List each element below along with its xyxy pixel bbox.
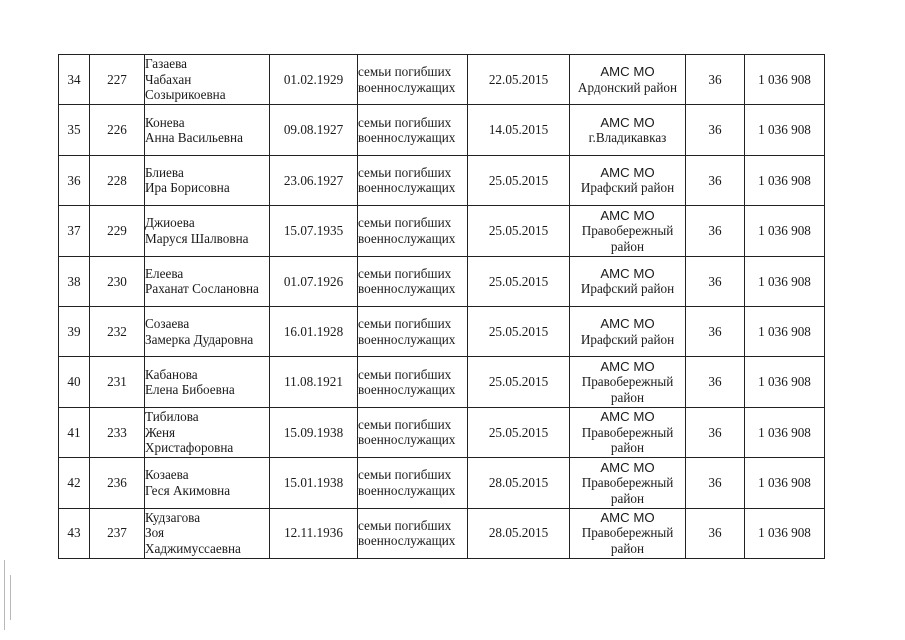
registry-table-body	[59, 55, 825, 559]
full-name-cell	[145, 256, 270, 306]
administration-cell	[570, 357, 686, 407]
row-number-cell: 40	[59, 357, 90, 407]
area-value-cell: 36	[686, 155, 745, 205]
administration-line: Ирафский район	[580, 331, 675, 347]
amount-cell: 1 036 908	[745, 508, 825, 558]
row-number-cell: 38	[59, 256, 90, 306]
administration-cell	[570, 256, 686, 306]
table-row	[59, 105, 825, 155]
category-cell	[358, 105, 468, 155]
full-name-line: Хаджимуссаевна	[145, 540, 241, 556]
administration-line: Правобережный	[581, 525, 674, 541]
table-row	[59, 206, 825, 256]
administration-cell	[570, 458, 686, 508]
registration-number-cell: 232	[90, 306, 145, 356]
row-number-cell: 37	[59, 206, 90, 256]
table-row	[59, 55, 825, 105]
area-value-cell: 36	[686, 458, 745, 508]
administration-line: АМС МО	[600, 509, 655, 525]
full-name-line: Женя	[145, 424, 176, 440]
full-name-cell	[145, 155, 270, 205]
birth-date-cell: 15.09.1938	[270, 407, 358, 457]
full-name-line: Созырикоевна	[145, 87, 226, 103]
full-name-line: Созаева	[145, 316, 190, 332]
full-name-line: Маруся Шалвовна	[145, 230, 249, 246]
administration-cell	[570, 407, 686, 457]
row-number-cell: 39	[59, 306, 90, 356]
full-name-cell	[145, 407, 270, 457]
table-row	[59, 357, 825, 407]
administration-line: Правобережный	[581, 475, 674, 491]
administration-line: АМС МО	[600, 316, 655, 332]
category-cell	[358, 357, 468, 407]
administration-line: АМС МО	[600, 64, 655, 80]
application-date-cell: 25.05.2015	[468, 206, 570, 256]
administration-line: Ирафский район	[580, 281, 675, 297]
administration-cell	[570, 306, 686, 356]
birth-date-cell: 01.07.1926	[270, 256, 358, 306]
category-cell	[358, 458, 468, 508]
table-row	[59, 458, 825, 508]
full-name-cell	[145, 458, 270, 508]
birth-date-cell: 09.08.1927	[270, 105, 358, 155]
category-line: военнослужащих	[358, 281, 456, 297]
category-line: военнослужащих	[358, 130, 456, 146]
row-number-cell: 42	[59, 458, 90, 508]
category-line: военнослужащих	[358, 482, 456, 498]
administration-line: АМС МО	[600, 164, 655, 180]
full-name-line: Геся Акимовна	[145, 482, 231, 498]
administration-line: Правобережный	[581, 223, 674, 239]
full-name-line: Зоя	[145, 525, 165, 541]
administration-line: Правобережный	[581, 374, 674, 390]
application-date-cell: 25.05.2015	[468, 407, 570, 457]
amount-cell: 1 036 908	[745, 206, 825, 256]
category-line: военнослужащих	[358, 79, 456, 95]
area-value-cell: 36	[686, 105, 745, 155]
category-line: военнослужащих	[358, 432, 456, 448]
administration-line: район	[610, 238, 645, 254]
amount-cell: 1 036 908	[745, 256, 825, 306]
area-value-cell: 36	[686, 357, 745, 407]
category-line: семьи погибших	[358, 467, 452, 483]
full-name-cell	[145, 206, 270, 256]
birth-date-cell: 15.07.1935	[270, 206, 358, 256]
administration-line: район	[610, 389, 645, 405]
table-row	[59, 306, 825, 356]
full-name-cell	[145, 357, 270, 407]
amount-cell: 1 036 908	[745, 357, 825, 407]
row-number-cell: 35	[59, 105, 90, 155]
category-line: военнослужащих	[358, 180, 456, 196]
area-value-cell: 36	[686, 55, 745, 105]
amount-cell: 1 036 908	[745, 407, 825, 457]
category-line: семьи погибших	[358, 517, 452, 533]
full-name-cell	[145, 55, 270, 105]
category-line: военнослужащих	[358, 382, 456, 398]
administration-cell	[570, 155, 686, 205]
category-cell	[358, 508, 468, 558]
area-value-cell: 36	[686, 206, 745, 256]
full-name-line: Елеева	[145, 265, 184, 281]
category-cell	[358, 155, 468, 205]
area-value-cell: 36	[686, 407, 745, 457]
area-value-cell: 36	[686, 508, 745, 558]
full-name-line: Кудзагова	[145, 509, 201, 525]
full-name-line: Замерка Дударовна	[145, 331, 254, 347]
administration-line: район	[610, 540, 645, 556]
administration-line: район	[610, 440, 645, 456]
category-cell	[358, 206, 468, 256]
administration-line: Ирафский район	[580, 180, 675, 196]
registration-number-cell: 231	[90, 357, 145, 407]
table-row	[59, 155, 825, 205]
category-cell	[358, 407, 468, 457]
full-name-line: Елена Бибоевна	[145, 382, 235, 398]
category-cell	[358, 55, 468, 105]
administration-line: АМС МО	[600, 358, 655, 374]
table-row	[59, 407, 825, 457]
category-cell	[358, 306, 468, 356]
area-value-cell: 36	[686, 306, 745, 356]
category-line: военнослужащих	[358, 230, 456, 246]
category-line: семьи погибших	[358, 265, 452, 281]
category-line: семьи погибших	[358, 215, 452, 231]
administration-line: район	[610, 490, 645, 506]
administration-cell	[570, 55, 686, 105]
table-row	[59, 256, 825, 306]
administration-line: г.Владикавказ	[588, 130, 667, 146]
full-name-cell	[145, 105, 270, 155]
scan-margin-mark	[10, 575, 11, 620]
administration-cell	[570, 105, 686, 155]
row-number-cell: 36	[59, 155, 90, 205]
administration-cell	[570, 508, 686, 558]
table-row	[59, 508, 825, 558]
administration-line: Правобережный	[581, 424, 674, 440]
full-name-line: Газаева	[145, 56, 187, 72]
administration-line: АМС МО	[600, 207, 655, 223]
category-line: семьи погибших	[358, 366, 452, 382]
category-line: военнослужащих	[358, 533, 456, 549]
category-line: семьи погибших	[358, 64, 452, 80]
full-name-line: Ира Борисовна	[145, 180, 230, 196]
administration-line: АМС МО	[600, 114, 655, 130]
row-number-cell: 34	[59, 55, 90, 105]
category-cell	[358, 256, 468, 306]
full-name-line: Конева	[145, 114, 185, 130]
row-number-cell: 43	[59, 508, 90, 558]
full-name-line: Анна Васильевна	[145, 130, 243, 146]
administration-line: АМС МО	[600, 459, 655, 475]
birth-date-cell: 15.01.1938	[270, 458, 358, 508]
area-value-cell: 36	[686, 256, 745, 306]
full-name-line: Христафоровна	[145, 440, 234, 456]
application-date-cell: 28.05.2015	[468, 458, 570, 508]
registration-number-cell: 227	[90, 55, 145, 105]
application-date-cell: 22.05.2015	[468, 55, 570, 105]
registration-number-cell: 233	[90, 407, 145, 457]
category-line: семьи погибших	[358, 416, 452, 432]
registration-number-cell: 228	[90, 155, 145, 205]
full-name-cell	[145, 508, 270, 558]
full-name-line: Кабанова	[145, 366, 198, 382]
row-number-cell: 41	[59, 407, 90, 457]
application-date-cell: 25.05.2015	[468, 256, 570, 306]
amount-cell: 1 036 908	[745, 105, 825, 155]
amount-cell: 1 036 908	[745, 458, 825, 508]
amount-cell: 1 036 908	[745, 306, 825, 356]
registration-number-cell: 237	[90, 508, 145, 558]
full-name-line: Блиева	[145, 164, 184, 180]
full-name-line: Тибилова	[145, 409, 199, 425]
amount-cell: 1 036 908	[745, 55, 825, 105]
administration-cell	[570, 206, 686, 256]
birth-date-cell: 16.01.1928	[270, 306, 358, 356]
registry-table	[58, 54, 825, 559]
full-name-line: Раханат Сослановна	[145, 281, 259, 297]
full-name-line: Джиоева	[145, 215, 195, 231]
administration-line: АМС МО	[600, 409, 655, 425]
full-name-cell	[145, 306, 270, 356]
application-date-cell: 25.05.2015	[468, 306, 570, 356]
application-date-cell: 25.05.2015	[468, 155, 570, 205]
application-date-cell: 25.05.2015	[468, 357, 570, 407]
registration-number-cell: 229	[90, 206, 145, 256]
category-line: семьи погибших	[358, 164, 452, 180]
category-line: семьи погибших	[358, 114, 452, 130]
scan-margin-mark	[4, 560, 5, 630]
registration-number-cell: 236	[90, 458, 145, 508]
birth-date-cell: 11.08.1921	[270, 357, 358, 407]
category-line: семьи погибших	[358, 316, 452, 332]
category-line: военнослужащих	[358, 331, 456, 347]
amount-cell: 1 036 908	[745, 155, 825, 205]
administration-line: Ардонский район	[577, 79, 678, 95]
application-date-cell: 28.05.2015	[468, 508, 570, 558]
birth-date-cell: 23.06.1927	[270, 155, 358, 205]
application-date-cell: 14.05.2015	[468, 105, 570, 155]
administration-line: АМС МО	[600, 265, 655, 281]
registration-number-cell: 226	[90, 105, 145, 155]
full-name-line: Козаева	[145, 467, 189, 483]
full-name-line: Чабахан	[145, 71, 192, 87]
registration-number-cell: 230	[90, 256, 145, 306]
birth-date-cell: 12.11.1936	[270, 508, 358, 558]
birth-date-cell: 01.02.1929	[270, 55, 358, 105]
